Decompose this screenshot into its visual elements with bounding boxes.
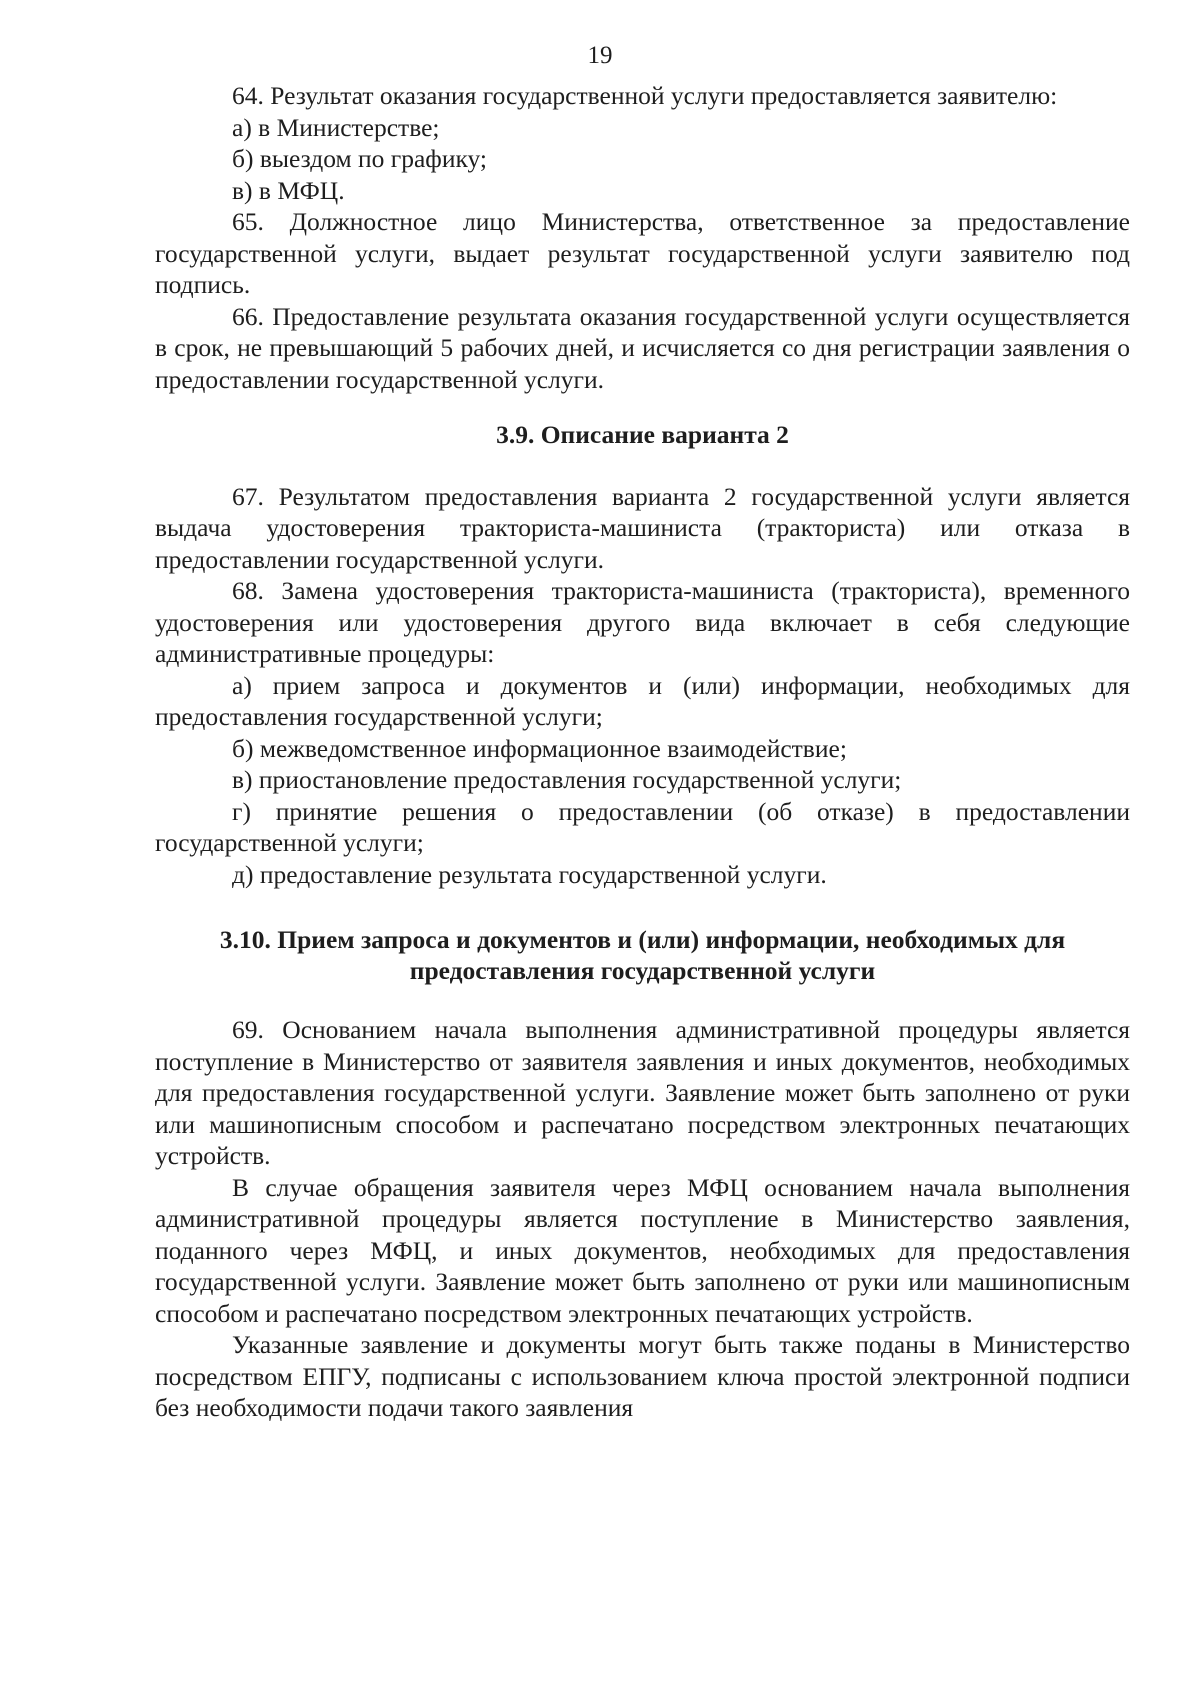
document-body	[155, 80, 1130, 1424]
list-item-68c: в) приостановление предоставления государственной услуги;	[232, 765, 902, 794]
list-item-68b: б) межведомственное информационное взаимодействие;	[232, 733, 847, 763]
list-item-64c: в) в МФЦ.	[232, 175, 345, 205]
paragraph-64: 64. Результат оказания государственной услуги предоставляется заявителю:	[232, 81, 1058, 110]
list-item-68g: г) принятие решения о предоставлении (об отказе) в предоставлении государственной услуги;	[155, 796, 1130, 857]
list-item-64a: а) в Министерстве;	[232, 112, 440, 142]
paragraph-67: 67. Результатом предоставления варианта 2 государственной услуги является выдача удостоверения тракториста-машиниста (тракториста) или отказа в предоставлении государственной услуги.	[155, 481, 1130, 574]
paragraph-66: 66. Предоставление результата оказания государственной услуги осуществляется в срок, не превышающий 5 рабочих дней, и исчисляется со дня регистрации заявления о предоставлении государственной услуги.	[155, 301, 1130, 394]
list-item-68a: а) прием запроса и документов и (или) информации, необходимых для предоставления государственной услуги;	[155, 670, 1130, 731]
paragraph-69-mfc: В случае обращения заявителя через МФЦ основанием начала выполнения административной процедуры является поступление в Министерство заявления, поданного через МФЦ, и иных документов, необходимых для предоставления государственной услуги. Заявление может быть заполнено от руки или машинописным способом и распечатано посредством электронных печатающих устройств.	[155, 1172, 1130, 1328]
paragraph-69: 69. Основанием начала выполнения административной процедуры является поступление в Министерство от заявителя заявления и иных документов, необходимых для предоставления государственной услуги. Заявление может быть заполнено от руки или машинописным способом и распечатано посредством электронных печатающих устройств.	[155, 1015, 1130, 1170]
paragraph-69-epgu: Указанные заявление и документы могут быть также поданы в Министерство посредством ЕПГУ, подписаны с использованием ключа простой электронной подписи без необходимости подачи такого заявления	[155, 1330, 1130, 1422]
paragraph-65: 65. Должностное лицо Министерства, ответственное за предоставление государственной услуги, выдает результат государственной услуги заявителю под подпись.	[155, 207, 1130, 299]
section-heading-3-10: 3.10. Прием запроса и документов и (или) информации, необходимых для предоставления государственной услуги	[219, 925, 1066, 985]
page-number: 19	[587, 42, 613, 69]
list-item-68d: д) предоставление результата государственной услуги.	[232, 859, 827, 889]
paragraph-68: 68. Замена удостоверения тракториста-машиниста (тракториста), временного удостоверения или удостоверения другого вида включает в себя следующие административные процедуры:	[155, 576, 1130, 668]
section-heading-3-9: 3.9. Описание варианта 2	[496, 420, 789, 449]
list-item-64b: б) выездом по графику;	[232, 144, 487, 173]
